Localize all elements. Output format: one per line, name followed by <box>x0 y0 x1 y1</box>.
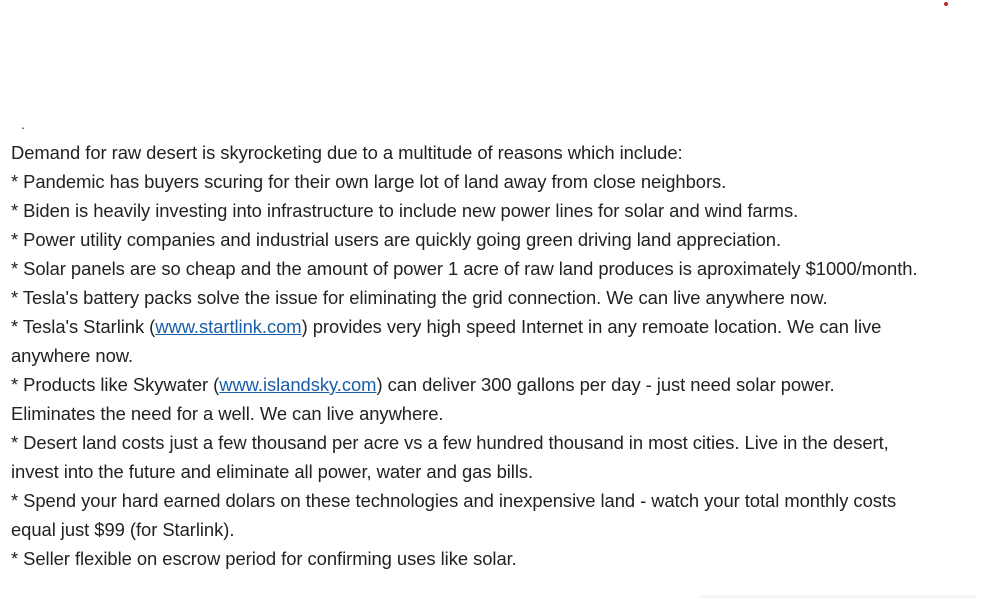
skywater-prefix: * Products like Skywater ( <box>11 374 220 395</box>
bullet-spend-continuation: equal just $99 (for Starlink). <box>11 519 235 540</box>
starlink-prefix: * Tesla's Starlink ( <box>11 316 156 337</box>
listing-description <box>11 138 979 573</box>
bullet-utility: * Power utility companies and industrial users are quickly going green driving land appreciation. <box>11 229 782 250</box>
bullet-starlink-continuation: anywhere now. <box>11 345 134 366</box>
bullet-seller: * Seller flexible on escrow period for confirming uses like solar. <box>11 548 517 569</box>
stray-dot: . <box>21 116 25 132</box>
skywater-suffix: ) can deliver 300 gallons per day - just need solar power. <box>376 374 835 395</box>
bullet-biden: * Biden is heavily investing into infrastructure to include new power lines for solar and wind farms. <box>11 200 799 221</box>
bullet-skywater-continuation: Eliminates the need for a well. We can live anywhere. <box>11 403 444 424</box>
bullet-skywater <box>11 370 979 399</box>
intro-line: Demand for raw desert is skyrocketing due to a multitude of reasons which include: <box>11 142 683 163</box>
bullet-spend: * Spend your hard earned dolars on these technologies and inexpensive land - watch your total monthly costs <box>11 490 897 511</box>
starlink-suffix: ) provides very high speed Internet in any remoate location. We can live <box>301 316 882 337</box>
bullet-solar: * Solar panels are so cheap and the amount of power 1 acre of raw land produces is aproximately $1000/month. <box>11 258 918 279</box>
starlink-link[interactable]: www.startlink.com <box>155 316 302 337</box>
bullet-pandemic: * Pandemic has buyers scuring for their own large lot of land away from close neighbors. <box>11 171 727 192</box>
bullet-tesla-battery: * Tesla's battery packs solve the issue for eliminating the grid connection. We can live anywhere now. <box>11 287 828 308</box>
bullet-starlink <box>11 312 979 341</box>
bottom-edge-shadow <box>700 594 976 598</box>
red-dot-marker <box>944 2 948 6</box>
bullet-desert-costs-continuation: invest into the future and eliminate all power, water and gas bills. <box>11 461 534 482</box>
skywater-link[interactable]: www.islandsky.com <box>219 374 377 395</box>
bullet-desert-costs: * Desert land costs just a few thousand per acre vs a few hundred thousand in most cities. Live in the desert, <box>11 432 889 453</box>
